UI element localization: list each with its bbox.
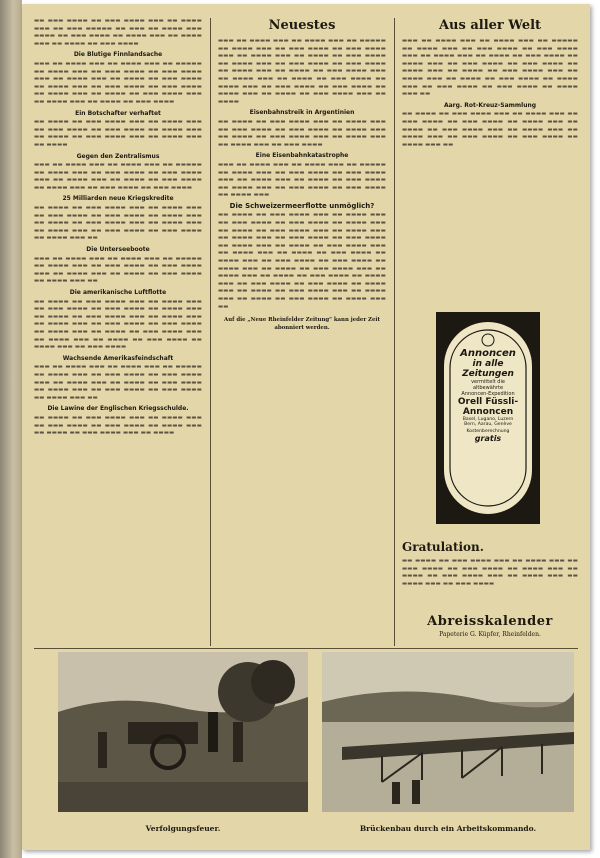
ad-line: in alle	[472, 359, 504, 369]
photo-verfolgungsfeuer	[58, 652, 308, 812]
ad-line: Kostenberechnung	[466, 429, 510, 434]
ad-line: Orell Füssli-	[457, 397, 519, 407]
headline: Die Lawine der Englischen Kriegsschulde.	[47, 405, 189, 413]
photo-caption-left: Verfolgungsfeuer.	[145, 824, 221, 833]
headline: Die amerikanische Luftflotte	[69, 289, 167, 296]
column-rule	[394, 18, 395, 646]
headline: Die Blutige Finnlandsache	[73, 51, 163, 59]
kalender-subtitle: Papeterie G. Küpfer, Rheinfelden.	[439, 631, 541, 638]
photo-brueckenbau	[322, 652, 574, 812]
headline: 25 Milliarden neue Kriegskredite	[62, 195, 174, 203]
newspaper-page	[22, 4, 590, 850]
ad-line: gratis	[474, 434, 502, 443]
headline: Die Unterseeboote	[86, 246, 150, 254]
headline: Aarg. Rot-Kreuz-Sammlung	[443, 101, 537, 109]
ad-line: Annoncen-Expedition	[461, 391, 515, 397]
headline: Gegen den Zentralismus	[76, 152, 160, 160]
headline: Eine Eisenbahnkatastrophe	[255, 152, 349, 160]
kalender-title: Abreisskalender	[427, 614, 553, 629]
headline: Gratulation.	[402, 540, 484, 554]
headline: Wachsende Amerikasfeindschaft	[62, 354, 174, 362]
abreisskalender-ad	[402, 614, 578, 638]
ad-line: Zeitungen	[462, 369, 514, 379]
section-title: Neuestes	[268, 18, 336, 33]
gratulation-block: Gratulation. ▬▬ ▬▬▬▬ ▬▬ ▬▬▬ ▬▬▬▬ ▬▬▬ ▬▬ ▬▬▬▬ ▬▬▬ ▬▬ ▬▬▬ ▬▬▬▬ ▬▬ ▬▬▬ ▬▬▬▬ ▬▬ ▬▬▬▬ ▬▬▬ ▬▬ ▬▬▬▬ ▬▬ ▬▬▬ ▬▬▬▬ ▬▬▬ ▬▬ ▬▬▬▬ ▬▬▬ ▬▬ ▬▬▬▬ ▬▬▬ ▬▬ ▬▬▬ ▬▬▬▬	[402, 540, 578, 587]
section-title: Aus aller Welt	[438, 18, 542, 33]
middle-column: Neuestes ▬▬▬ ▬▬ ▬▬▬▬ ▬▬▬ ▬▬ ▬▬▬▬ ▬▬▬ ▬▬ ▬▬▬▬▬ ▬▬ ▬▬▬▬ ▬▬▬ ▬▬ ▬▬▬ ▬▬▬▬ ▬▬ ▬▬▬ ▬▬▬▬ ▬▬▬ ▬▬ ▬▬▬▬ ▬▬▬ ▬▬ ▬▬▬▬ ▬▬ ▬▬▬ ▬▬▬▬ ▬▬ ▬▬▬▬ ▬▬▬ ▬▬ ▬▬▬ ▬▬▬▬ ▬▬ ▬▬▬ ▬▬▬▬ ▬▬ ▬▬▬▬ ▬▬▬ ▬▬ ▬▬▬▬ ▬▬ ▬▬▬ ▬▬▬▬ ▬▬▬ ▬▬ ▬▬▬▬ ▬▬▬ ▬▬ ▬▬▬▬ ▬▬ ▬▬▬ ▬▬▬▬ ▬▬ ▬▬▬▬ ▬▬▬ ▬▬ ▬▬▬ ▬▬▬▬ ▬▬ ▬▬▬ ▬▬▬▬ ▬▬ ▬▬▬▬ ▬▬▬ ▬▬ ▬▬▬▬ ▬▬ ▬▬▬ ▬▬▬▬ ▬▬▬ ▬▬ ▬▬▬▬ Eisenbahnstreik in Argentinien ▬▬ ▬▬▬▬ ▬▬ ▬▬▬ ▬▬▬▬ ▬▬▬ ▬▬ ▬▬▬▬ ▬▬▬ ▬▬ ▬▬▬ ▬▬▬▬ ▬▬ ▬▬▬ ▬▬▬▬ ▬▬ ▬▬▬▬ ▬▬▬ ▬▬ ▬▬▬▬ ▬▬ ▬▬▬ ▬▬▬▬ ▬▬▬ ▬▬ ▬▬▬▬ ▬▬▬ ▬▬ ▬▬▬▬ ▬▬▬ ▬▬ ▬▬▬ ▬▬▬▬ Eine Eisenbahnkatastrophe ▬▬▬ ▬▬ ▬▬▬▬ ▬▬▬ ▬▬ ▬▬▬▬ ▬▬▬ ▬▬ ▬▬▬▬▬ ▬▬ ▬▬▬▬ ▬▬▬ ▬▬ ▬▬▬ ▬▬▬▬ ▬▬ ▬▬▬ ▬▬▬▬ ▬▬▬ ▬▬ ▬▬▬▬ ▬▬▬ ▬▬ ▬▬▬▬ ▬▬ ▬▬▬ ▬▬▬▬ ▬▬ ▬▬▬▬ ▬▬▬ ▬▬ ▬▬▬ ▬▬▬▬ ▬▬ ▬▬▬ ▬▬▬▬ ▬▬ ▬▬▬▬ ▬▬▬ Die Schweizermeerflotte unmöglich? ▬▬ ▬▬▬▬ ▬▬ ▬▬▬ ▬▬▬▬ ▬▬▬ ▬▬ ▬▬▬▬ ▬▬▬ ▬▬ ▬▬▬ ▬▬▬▬ ▬▬ ▬▬▬ ▬▬▬▬ ▬▬ ▬▬▬▬ ▬▬▬ ▬▬ ▬▬▬▬ ▬▬ ▬▬▬ ▬▬▬▬ ▬▬▬ ▬▬ ▬▬▬▬ ▬▬▬ ▬▬ ▬▬▬▬ ▬▬▬ ▬▬ ▬▬▬ ▬▬▬▬ ▬▬ ▬▬▬ ▬▬▬▬ ▬▬ ▬▬▬▬ ▬▬▬ ▬▬ ▬▬▬▬ ▬▬ ▬▬▬ ▬▬▬▬ ▬▬▬ ▬▬ ▬▬▬▬ ▬▬▬ ▬▬ ▬▬▬▬ ▬▬ ▬▬▬ ▬▬▬▬ ▬▬ ▬▬▬▬ ▬▬▬ ▬▬ ▬▬▬ ▬▬▬▬ ▬▬ ▬▬▬ ▬▬▬▬ ▬▬ ▬▬▬▬ ▬▬▬ ▬▬ ▬▬▬▬ ▬▬ ▬▬▬ ▬▬▬▬ ▬▬▬ ▬▬ ▬▬▬▬ ▬▬▬ ▬▬ ▬▬▬▬ ▬▬ ▬▬▬ ▬▬▬▬ ▬▬ ▬▬▬▬ ▬▬▬ ▬▬ ▬▬▬ ▬▬▬▬ ▬▬ ▬▬▬ ▬▬▬▬ ▬▬ ▬▬▬▬ ▬▬▬ ▬▬ ▬▬▬▬ ▬▬ ▬▬▬ ▬▬▬▬ ▬▬▬ ▬▬ ▬▬▬▬ ▬▬▬ ▬▬ ▬▬▬▬ ▬▬ ▬▬▬ ▬▬▬▬ ▬▬ ▬▬▬▬ ▬▬▬ ▬▬ Auf die „Neue Rheinfelder Zeitung" kann jeder Zeit abonniert werden.	[218, 18, 386, 331]
headline: Eisenbahnstreik in Argentinien	[249, 109, 355, 117]
column-rule	[210, 18, 211, 646]
headline: Die Schweizermeerflotte unmöglich?	[229, 201, 375, 210]
divider	[34, 648, 578, 649]
headline: Ein Botschafter verhaftet	[75, 109, 161, 117]
ad-line: vermittelt die	[471, 379, 505, 385]
subscription-note: Auf die „Neue Rheinfelder Zeitung" kann jeder Zeit abonniert werden.	[224, 317, 380, 331]
left-column: ▬▬ ▬▬▬ ▬▬▬▬ ▬▬ ▬▬▬ ▬▬▬▬ ▬▬▬ ▬▬ ▬▬▬▬ ▬▬▬ ▬▬ ▬▬▬ ▬▬▬▬▬ ▬▬ ▬▬▬ ▬▬ ▬▬▬▬ ▬▬▬ ▬▬▬▬ ▬▬ ▬▬▬ ▬▬▬▬ ▬▬ ▬▬▬▬ ▬▬▬ ▬▬ ▬▬▬▬ ▬▬▬ ▬▬ ▬▬▬▬ ▬▬ ▬▬▬ ▬▬▬▬ Die Blutige Finnlandsache ▬▬▬ ▬▬ ▬▬▬▬ ▬▬▬ ▬▬ ▬▬▬▬ ▬▬▬ ▬▬ ▬▬▬▬▬ ▬▬ ▬▬▬▬ ▬▬▬ ▬▬ ▬▬▬ ▬▬▬▬ ▬▬ ▬▬▬ ▬▬▬▬ ▬▬▬ ▬▬ ▬▬▬▬ ▬▬▬ ▬▬ ▬▬▬▬ ▬▬ ▬▬▬ ▬▬▬▬ ▬▬ ▬▬▬▬ ▬▬▬ ▬▬ ▬▬▬ ▬▬▬▬ ▬▬ ▬▬▬ ▬▬▬▬ ▬▬ ▬▬▬▬ ▬▬▬ ▬▬ ▬▬▬▬ ▬▬ ▬▬▬ ▬▬▬▬ ▬▬▬ ▬▬ ▬▬▬▬ ▬▬▬ ▬▬ ▬▬▬▬ ▬▬ ▬▬▬ ▬▬▬▬ Ein Botschafter verhaftet ▬▬ ▬▬▬▬ ▬▬ ▬▬▬ ▬▬▬▬ ▬▬▬ ▬▬ ▬▬▬▬ ▬▬▬ ▬▬ ▬▬▬ ▬▬▬▬ ▬▬ ▬▬▬ ▬▬▬▬ ▬▬ ▬▬▬▬ ▬▬▬ ▬▬ ▬▬▬▬ ▬▬ ▬▬▬ ▬▬▬▬ ▬▬▬ ▬▬ ▬▬▬▬ ▬▬▬ ▬▬ ▬▬▬▬ Gegen den Zentralismus ▬▬▬ ▬▬ ▬▬▬▬ ▬▬▬ ▬▬ ▬▬▬▬ ▬▬▬ ▬▬ ▬▬▬▬▬ ▬▬ ▬▬▬▬ ▬▬▬ ▬▬ ▬▬▬ ▬▬▬▬ ▬▬ ▬▬▬ ▬▬▬▬ ▬▬▬ ▬▬ ▬▬▬▬ ▬▬▬ ▬▬ ▬▬▬▬ ▬▬ ▬▬▬ ▬▬▬▬ ▬▬ ▬▬▬▬ ▬▬▬ ▬▬ ▬▬▬ ▬▬▬▬ ▬▬ ▬▬▬ ▬▬▬▬ 25 Milliarden neue Kriegskredite ▬▬ ▬▬▬▬ ▬▬ ▬▬▬ ▬▬▬▬ ▬▬▬ ▬▬ ▬▬▬▬ ▬▬▬ ▬▬ ▬▬▬ ▬▬▬▬ ▬▬ ▬▬▬ ▬▬▬▬ ▬▬ ▬▬▬▬ ▬▬▬ ▬▬ ▬▬▬▬ ▬▬ ▬▬▬ ▬▬▬▬ ▬▬▬ ▬▬ ▬▬▬▬ ▬▬▬ ▬▬ ▬▬▬▬ ▬▬▬ ▬▬ ▬▬▬ ▬▬▬▬ ▬▬ ▬▬▬ ▬▬▬▬ ▬▬ ▬▬▬▬ ▬▬▬ ▬▬ Die Unterseeboote ▬▬▬ ▬▬ ▬▬▬▬ ▬▬▬ ▬▬ ▬▬▬▬ ▬▬▬ ▬▬ ▬▬▬▬▬ ▬▬ ▬▬▬▬ ▬▬▬ ▬▬ ▬▬▬ ▬▬▬▬ ▬▬ ▬▬▬ ▬▬▬▬ ▬▬▬ ▬▬ ▬▬▬▬ ▬▬▬ ▬▬ ▬▬▬▬ ▬▬ ▬▬▬ ▬▬▬▬ ▬▬ ▬▬▬▬ ▬▬▬ ▬▬ Die amerikanische Luftflotte ▬▬ ▬▬▬▬ ▬▬ ▬▬▬ ▬▬▬▬ ▬▬▬ ▬▬ ▬▬▬▬ ▬▬▬ ▬▬ ▬▬▬ ▬▬▬▬ ▬▬ ▬▬▬ ▬▬▬▬ ▬▬ ▬▬▬▬ ▬▬▬ ▬▬ ▬▬▬▬ ▬▬ ▬▬▬ ▬▬▬▬ ▬▬▬ ▬▬ ▬▬▬▬ ▬▬▬ ▬▬ ▬▬▬▬ ▬▬▬ ▬▬ ▬▬▬ ▬▬▬▬ ▬▬ ▬▬▬ ▬▬▬▬ ▬▬ ▬▬▬▬ ▬▬▬ ▬▬ ▬▬▬▬ ▬▬ ▬▬▬ ▬▬▬▬ ▬▬▬ ▬▬ ▬▬▬▬ ▬▬▬ ▬▬ ▬▬▬▬ ▬▬ ▬▬▬ ▬▬▬▬ ▬▬ ▬▬▬▬ ▬▬▬ ▬▬ ▬▬▬ ▬▬▬▬ Wachsende Amerikasfeindschaft ▬▬▬ ▬▬ ▬▬▬▬ ▬▬▬ ▬▬ ▬▬▬▬ ▬▬▬ ▬▬ ▬▬▬▬▬ ▬▬ ▬▬▬▬ ▬▬▬ ▬▬ ▬▬▬ ▬▬▬▬ ▬▬ ▬▬▬ ▬▬▬▬ ▬▬▬ ▬▬ ▬▬▬▬ ▬▬▬ ▬▬ ▬▬▬▬ ▬▬ ▬▬▬ ▬▬▬▬ ▬▬ ▬▬▬▬ ▬▬▬ ▬▬ ▬▬▬ ▬▬▬▬ ▬▬ ▬▬▬ ▬▬▬▬ ▬▬ ▬▬▬▬ ▬▬▬ ▬▬ Die Lawine der Englischen Kriegsschulde. ▬▬ ▬▬▬▬ ▬▬ ▬▬▬ ▬▬▬▬ ▬▬▬ ▬▬ ▬▬▬▬ ▬▬▬ ▬▬ ▬▬▬ ▬▬▬▬ ▬▬ ▬▬▬ ▬▬▬▬ ▬▬ ▬▬▬▬ ▬▬▬ ▬▬ ▬▬▬▬ ▬▬ ▬▬▬ ▬▬▬▬ ▬▬▬ ▬▬ ▬▬▬▬	[34, 18, 202, 437]
orell-fuessli-advertisement	[436, 312, 540, 524]
ad-line: altbewährte	[472, 385, 504, 391]
ad-line: Annoncen	[462, 407, 514, 417]
ad-line: Basel, Lugano, Luzern	[462, 417, 514, 422]
photo-bridge-construction	[322, 652, 574, 812]
ad-line: Bern, Aarau, Genève	[464, 422, 512, 427]
photo-artillery-crew	[58, 652, 308, 812]
right-column: Aus aller Welt ▬▬▬ ▬▬ ▬▬▬▬ ▬▬▬ ▬▬ ▬▬▬▬ ▬▬▬ ▬▬ ▬▬▬▬▬ ▬▬ ▬▬▬▬ ▬▬▬ ▬▬ ▬▬▬ ▬▬▬▬ ▬▬ ▬▬▬ ▬▬▬▬ ▬▬▬ ▬▬ ▬▬▬▬ ▬▬▬ ▬▬ ▬▬▬▬ ▬▬ ▬▬▬ ▬▬▬▬ ▬▬ ▬▬▬▬ ▬▬▬ ▬▬ ▬▬▬ ▬▬▬▬ ▬▬ ▬▬▬ ▬▬▬▬ ▬▬ ▬▬▬▬ ▬▬▬ ▬▬ ▬▬▬▬ ▬▬ ▬▬▬ ▬▬▬▬ ▬▬▬ ▬▬ ▬▬▬▬ ▬▬▬ ▬▬ ▬▬▬▬ ▬▬ ▬▬▬ ▬▬▬▬ ▬▬ ▬▬▬▬ ▬▬▬ ▬▬ ▬▬▬ ▬▬▬▬ ▬▬ ▬▬▬ ▬▬▬▬ ▬▬ ▬▬▬▬ ▬▬▬ ▬▬ Aarg. Rot-Kreuz-Sammlung ▬▬ ▬▬▬▬ ▬▬ ▬▬▬ ▬▬▬▬ ▬▬▬ ▬▬ ▬▬▬▬ ▬▬▬ ▬▬ ▬▬▬ ▬▬▬▬ ▬▬ ▬▬▬ ▬▬▬▬ ▬▬ ▬▬▬▬ ▬▬▬ ▬▬ ▬▬▬▬ ▬▬ ▬▬▬ ▬▬▬▬ ▬▬▬ ▬▬ ▬▬▬▬ ▬▬▬ ▬▬ ▬▬▬▬ ▬▬▬ ▬▬ ▬▬▬ ▬▬▬▬ ▬▬ ▬▬▬ ▬▬▬▬ ▬▬ ▬▬▬▬ ▬▬▬ ▬▬	[402, 18, 578, 148]
ad-line: Annoncen	[460, 348, 516, 359]
photo-caption-right: Brückenbau durch ein Arbeitskommando.	[359, 824, 537, 833]
book-binding	[0, 0, 22, 858]
